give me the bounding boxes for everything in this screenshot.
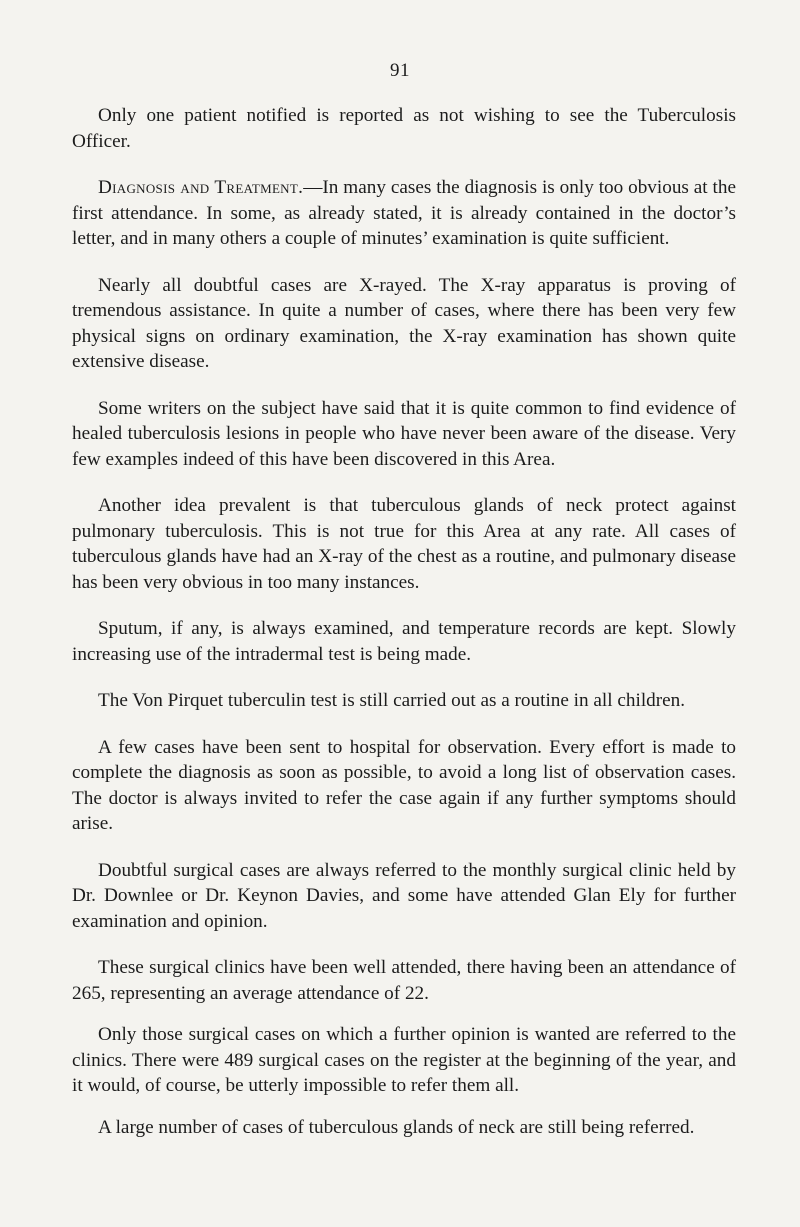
- paragraph-surgical-register: Only those surgical cases on which a further opinion is wanted are referred to the clinics. There were 489 surgical cases on the register at the beginning of the year, and it would, of course, be utterly impossible to refer them all.: [72, 1024, 736, 1096]
- paragraph-glands-of-neck: Another idea prevalent is that tuberculous glands of neck protect against pulmonary tuberculosis. This is not true for this Area at any rate. All cases of tuberculous glands have had an X-ray of the chest as a routine, and pulmonary disease has been very obvious in too many instances.: [72, 495, 736, 593]
- paragraph-surgical-clinic: Doubtful surgical cases are always referred to the monthly surgical clinic held by Dr. Downlee or Dr. Keynon Davies, and some have attended Glan Ely for further examination and opinion.: [72, 859, 736, 932]
- paragraph-von-pirquet: The Von Pirquet tuberculin test is still carried out as a routine in all children.: [98, 690, 686, 711]
- body-text: [72, 103, 736, 1161]
- paragraph-sputum: Sputum, if any, is always examined, and temperature records are kept. Slowly increasing use of the intradermal test is being made.: [72, 618, 736, 665]
- paragraph-hospital-observation: A few cases have been sent to hospital for observation. Every effort is made to complete the diagnosis as soon as possible, to avoid a long list of observation cases. The doctor is always invited to refer the case again if any further symptoms should arise.: [72, 736, 736, 834]
- section-heading-diagnosis-treatment: Diagnosis and Treatment.: [98, 177, 304, 198]
- paragraph-tuberculosis-officer: Only one patient notified is reported as not wishing to see the Tuberculosis Officer.: [72, 105, 736, 152]
- page-number: 91: [390, 60, 410, 81]
- paragraph-x-rayed: Nearly all doubtful cases are X-rayed. The X-ray apparatus is proving of tremendous assistance. In quite a number of cases, where there has been very few physical signs on ordinary examination, the X-ray examination has shown quite extensive disease.: [72, 274, 736, 372]
- paragraph-glands-referred: A large number of cases of tuberculous glands of neck are still being referred.: [98, 1116, 695, 1138]
- paragraph-healed-lesions: Some writers on the subject have said that it is quite common to find evidence of healed tuberculosis lesions in people who have never been aware of the disease. Very few examples indeed of this have been discovered in this Area.: [72, 397, 736, 470]
- paragraph-diagnosis-text: —In many cases the diagnosis is only too obvious at the first attendance. In some, as already stated, it is already contained in the doctor’s letter, and in many others a couple of minutes’ examination is quite sufficient.: [72, 177, 736, 249]
- paragraph-diagnosis-treatment: [72, 175, 736, 252]
- paragraph-clinic-attendance: These surgical clinics have been well attended, there having been an attendance of 265, representing an average attendance of 22.: [72, 957, 736, 1004]
